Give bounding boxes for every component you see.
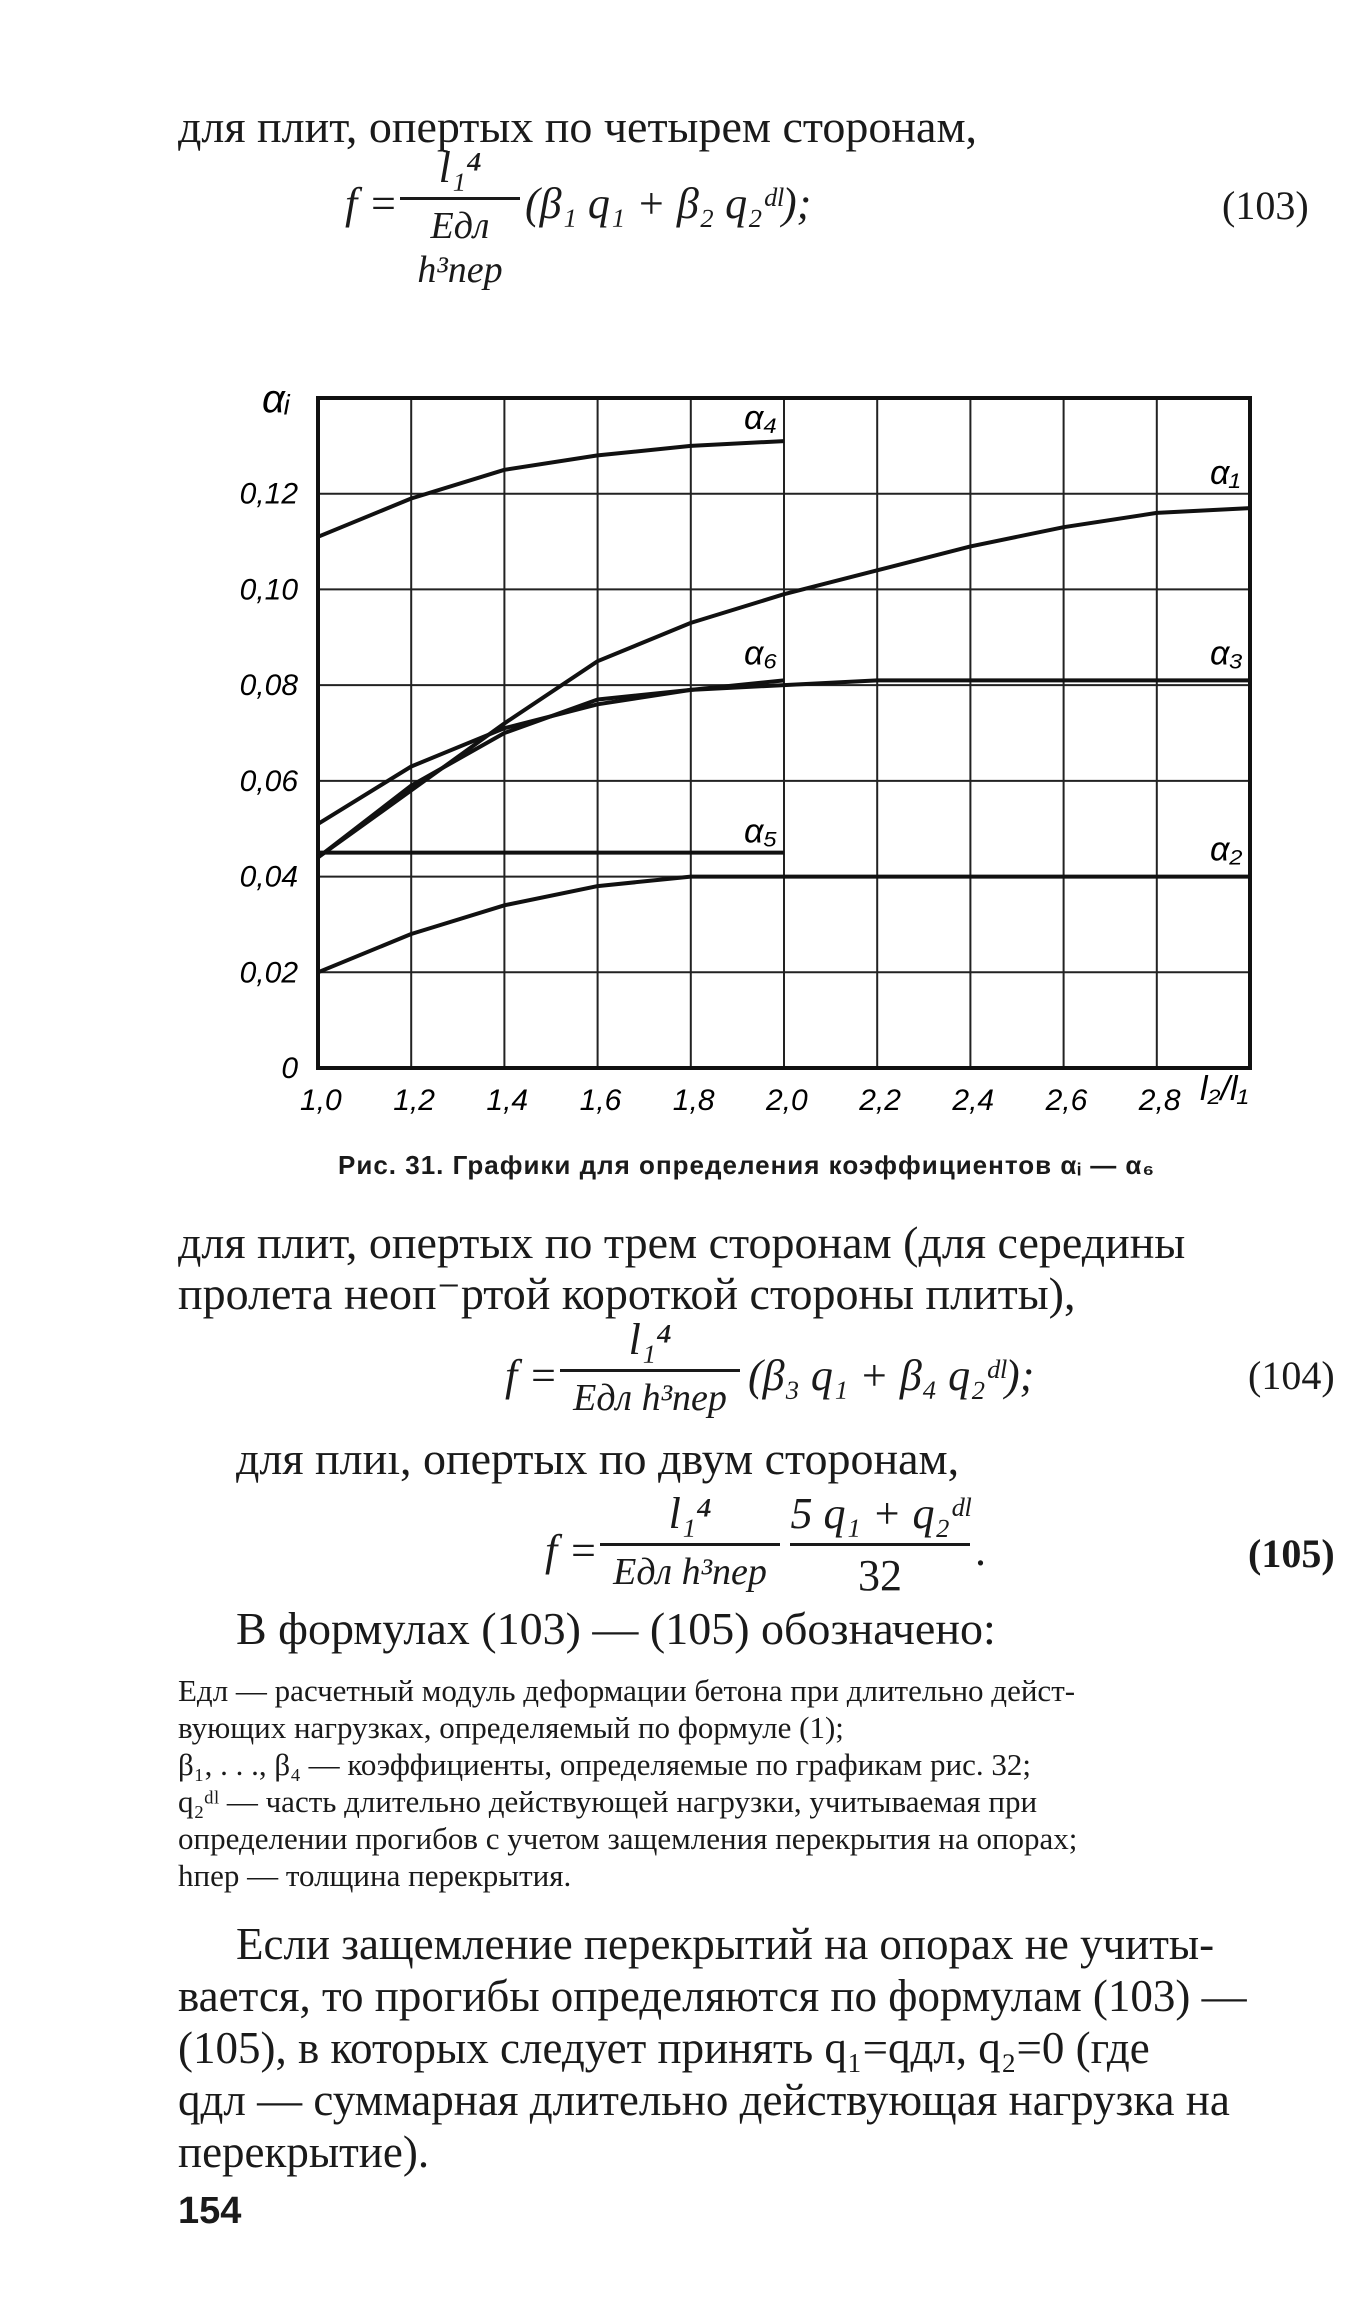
eq105-tail: . <box>975 1526 986 1575</box>
eq103-denominator: Eдл h³пер <box>417 205 503 291</box>
series-label: α₆ <box>744 634 778 673</box>
eq103-tail: (β₁ q₁ + β₂ q₂ᵈˡ); <box>525 179 812 228</box>
definition-line: q₂ᵈˡ — часть длительно действующей нагрузки, учитываемая при <box>178 1784 1038 1819</box>
series-label: α₅ <box>744 812 778 851</box>
x-tick-label: 1,6 <box>579 1084 622 1117</box>
intro-two-sides: для плиı, опертых по двум сторонам, <box>236 1433 960 1484</box>
x-tick-label: 2,4 <box>952 1084 995 1117</box>
figure-caption: Рис. 31. Графики для определения коэффициентов αᵢ — α₆ <box>338 1150 1156 1180</box>
definition-line: β₁, . . ., β₄ — коэффициенты, определяемые по графикам рис. 32; <box>178 1747 1031 1782</box>
definition-line: определении прогибов с учетом защемления перекрытия на опорах; <box>178 1821 1078 1856</box>
definitions-block <box>178 1672 1077 1894</box>
y-tick-label: 0,02 <box>239 956 298 990</box>
paragraph-line: qдл — суммарная длительно действующая нагрузка на <box>178 2075 1230 2125</box>
series-label: α₃ <box>1210 634 1243 673</box>
eq103-lhs: f = <box>345 179 398 228</box>
intro-three-sides-line2: пролета неоп⁻ртой короткой стороны плиты), <box>178 1268 1076 1319</box>
eq104-tail: (β₃ q₁ + β₄ q₂ᵈˡ); <box>748 1351 1035 1400</box>
paragraph-line: вается, то прогибы определяются по формулам (103) — <box>178 1971 1247 2021</box>
chart-grid <box>318 398 1250 1068</box>
eq103-number: (103) <box>1222 183 1309 228</box>
eq105-lhs: f = <box>545 1526 598 1575</box>
eq103-numerator: l₁⁴ <box>438 143 482 192</box>
y-tick-label: 0,10 <box>239 573 298 607</box>
page-number: 154 <box>178 2190 242 2232</box>
series-label: α₄ <box>744 399 778 438</box>
x-axis-label: l₂/l₁ <box>1200 1070 1249 1108</box>
y-tick-label: 0 <box>281 1052 298 1085</box>
eq104-denominator: Eдл h³пер <box>573 1377 727 1419</box>
definition-line: hпер — толщина перекрытия. <box>178 1858 572 1893</box>
paragraph-line: (105), в которых следует принять q₁=qдл, q₂=0 (где <box>178 2023 1150 2073</box>
final-paragraph <box>178 1918 1247 2178</box>
definition-line: вующих нагрузках, определяемый по формуле (1); <box>178 1710 844 1745</box>
y-tick-label: 0,06 <box>239 764 298 798</box>
paragraph-line: Если защемление перекрытий на опорах не учиты- <box>236 1919 1215 1969</box>
eq104-number: (104) <box>1248 1353 1335 1398</box>
formulas-heading: В формулах (103) — (105) обозначено: <box>236 1603 996 1654</box>
x-tick-label: 1,4 <box>486 1084 529 1117</box>
series-label: α₁ <box>1210 454 1241 493</box>
series-label: α₂ <box>1210 830 1243 869</box>
eq104-lhs: f = <box>505 1351 558 1400</box>
x-tick-label: 1,8 <box>672 1084 715 1117</box>
y-axis-label: αᵢ <box>262 377 290 421</box>
x-tick-label: 2,8 <box>1138 1084 1181 1117</box>
intro-three-sides-line1: для плит, опертых по трем сторонам (для середины <box>178 1217 1186 1268</box>
y-tick-label: 0,04 <box>239 860 298 894</box>
x-tick-label: 2,6 <box>1045 1084 1088 1117</box>
eq105-denominator2: 32 <box>858 1551 902 1600</box>
chart-series-labels <box>744 399 1243 868</box>
eq105-fraction-1 <box>600 1488 780 1594</box>
intro-four-sides: для плит, опертых по четырем сторонам, <box>178 101 978 152</box>
x-tick-label: 2,0 <box>766 1084 808 1117</box>
eq105-fraction-2 <box>790 1488 970 1601</box>
eq105-number: (105) <box>1248 1531 1335 1576</box>
eq105-numerator: l₁⁴ <box>668 1489 712 1538</box>
x-tick-label: 1,0 <box>300 1084 342 1117</box>
y-tick-label: 0,08 <box>239 669 298 703</box>
chart-ticks <box>240 478 1181 1117</box>
eq104-fraction <box>560 1314 740 1420</box>
x-tick-label: 1,2 <box>393 1084 435 1117</box>
eq104-numerator: l₁⁴ <box>628 1315 672 1364</box>
definition-line: Eдл — расчетный модуль деформации бетона при длительно дейст- <box>178 1673 1076 1708</box>
series-line <box>318 441 784 537</box>
y-tick-label: 0,12 <box>239 477 298 511</box>
x-tick-label: 2,2 <box>859 1084 901 1117</box>
paragraph-line: перекрытие). <box>178 2127 430 2177</box>
eq105-numerator2: 5 q₁ + q₂ᵈˡ <box>790 1489 970 1538</box>
eq105-denominator: Eдл h³пер <box>613 1551 767 1593</box>
